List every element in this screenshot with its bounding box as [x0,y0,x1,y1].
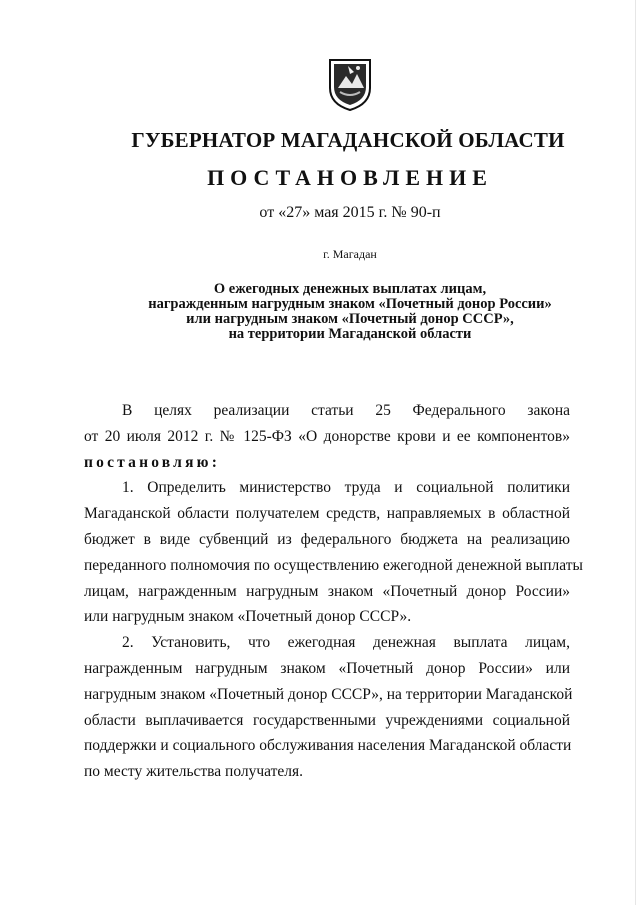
issuing-authority: ГУБЕРНАТОР МАГАДАНСКОЙ ОБЛАСТИ [131,128,565,152]
body-line: лицам, награжденным нагрудным знаком «Почетный донор России» [84,582,570,600]
title-line: на территории Магаданской области [228,326,472,342]
body-line: нагрудным знаком «Почетный донор СССР», на территории Магаданской [84,685,573,703]
document-type: ПОСТАНОВЛЕНИЕ [207,165,493,190]
body-line: 1. Определить министерство труда и социальной политики [122,479,570,497]
body-line: по месту жительства получателя. [84,763,304,781]
paragraph-2 [84,630,573,785]
document-body [84,398,583,785]
document-city: г. Магадан [323,247,377,261]
paragraph-1 [84,475,583,630]
resolve-word: постановляю: [84,453,221,471]
body-line: области выплачивается государственными учреждениями социальной [84,711,570,729]
body-line: бюджет в виде субвенций из федерального бюджета на реализацию [84,530,570,548]
body-line: 2. Установить, что ежегодная денежная выплата лицам, [122,634,570,652]
preamble [84,398,570,475]
body-line: от 20 июля 2012 г. № 125-ФЗ «О донорстве крови и ее компонентов» [84,427,570,445]
body-line: поддержки и социального обслуживания населения Магаданской области [84,737,572,755]
coat-of-arms-icon [326,58,374,112]
body-line: переданного полномочия по осуществлению ежегодной денежной выплаты [84,556,583,574]
body-line: Магаданской области получателем средств, направляемых в областной [84,505,570,523]
body-line: награжденным нагрудным знаком «Почетный донор России» или [84,659,570,677]
document-date-number: от «27» мая 2015 г. № 90-п [259,204,441,221]
body-line: В целях реализации статьи 25 Федерального закона [122,402,570,419]
title-line: награжденным нагрудным знаком «Почетный донор России» [148,296,552,312]
document-title [30,282,640,342]
title-line: или нагрудным знаком «Почетный донор СССР», [186,311,514,327]
title-line: О ежегодных денежных выплатах лицам, [213,281,487,297]
body-line: или нагрудным знаком «Почетный донор СССР». [84,608,412,626]
